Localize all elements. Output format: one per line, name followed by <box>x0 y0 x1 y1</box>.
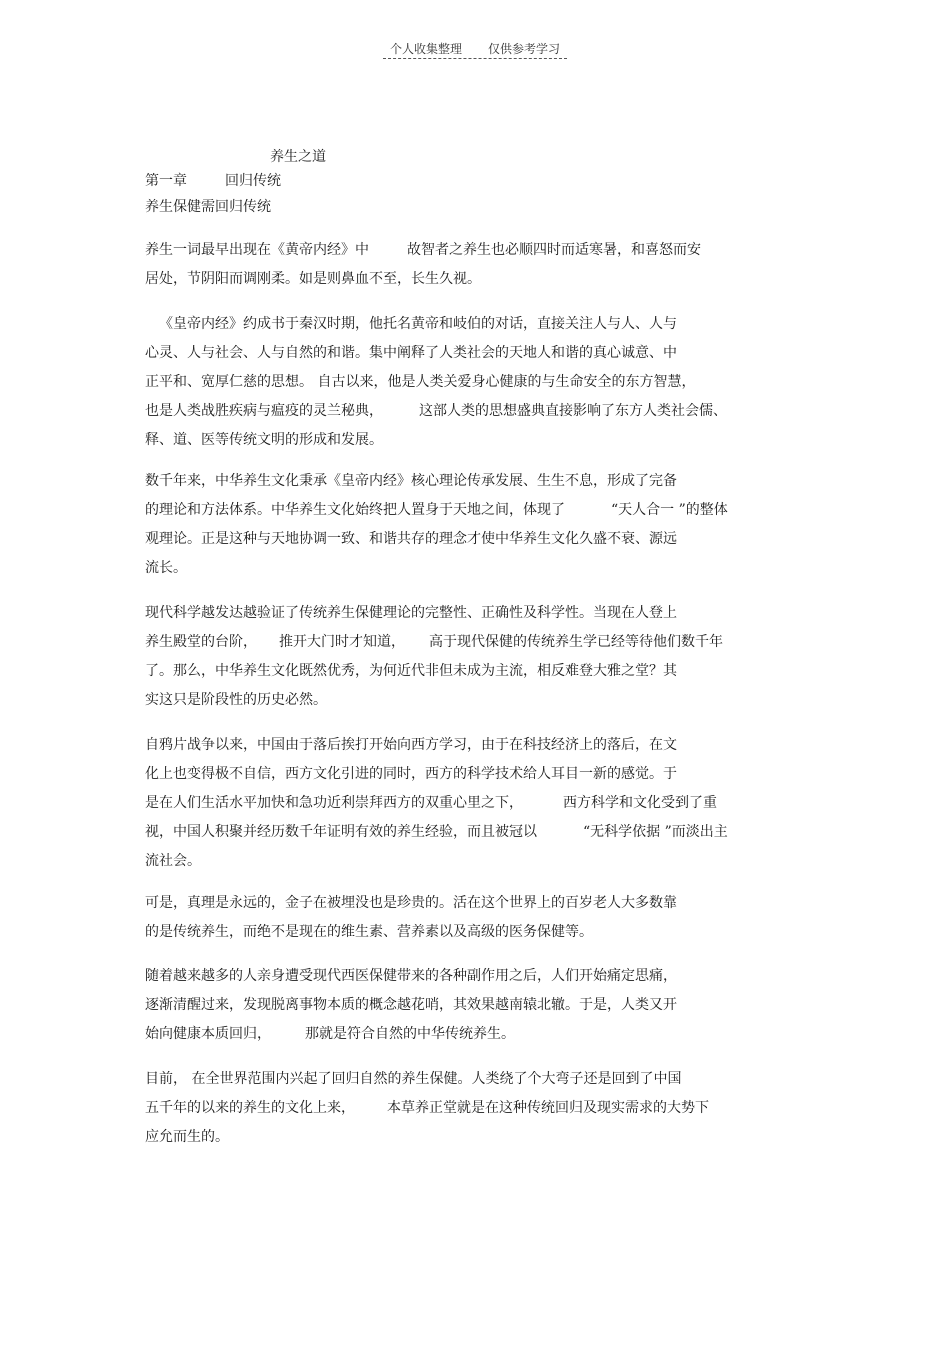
paragraph-line: 逐渐清醒过来，发现脱离事物本质的概念越花哨，其效果越南辕北辙。于是，人类又开 <box>145 997 677 1013</box>
text-segment: 始向健康本质回归， <box>145 1026 271 1042</box>
section-subtitle: 养生保健需回归传统 <box>145 199 271 215</box>
paragraph-2 <box>145 310 727 455</box>
text-segment: 五千年的以来的养生的文化上来， <box>145 1100 355 1116</box>
page-header <box>0 40 950 57</box>
paragraph-line: 流社会。 <box>145 853 201 869</box>
paragraph-line: 可是，真理是永远的，金子在被埋没也是珍贵的。活在这个世界上的百岁老人大多数靠 <box>145 895 677 911</box>
paragraph-8 <box>145 1065 709 1152</box>
paragraph-line: 流长。 <box>145 560 187 576</box>
chapter-label: 第一章 <box>145 173 187 189</box>
text-segment: 推开大门时才知道， <box>279 634 405 650</box>
text-segment: 也是人类战胜疾病与瘟疫的灵兰秘典， <box>145 403 383 419</box>
paragraph-line <box>145 789 728 818</box>
paragraph-line: 实这只是阶段性的历史必然。 <box>145 692 327 708</box>
paragraph-line: 数千年来，中华养生文化秉承《皇帝内经》核心理论传承发展、生生不息，形成了完备 <box>145 473 677 489</box>
text-segment: 的理论和方法体系。中华养生文化始终把人置身于天地之间，体现了 <box>145 502 565 518</box>
paragraph-line: 随着越来越多的人亲身遭受现代西医保健带来的各种副作用之后，人们开始痛定思痛， <box>145 968 677 984</box>
paragraph-line <box>145 628 723 657</box>
text-segment: 养生一词最早出现在《黄帝内经》中 <box>145 242 369 258</box>
chapter-heading <box>145 170 281 190</box>
paragraph-1 <box>145 236 701 294</box>
paragraph-line: 应允而生的。 <box>145 1129 229 1145</box>
header-right-text: 仅供参考学习 <box>488 42 561 56</box>
paragraph-line: 的是传统养生，而绝不是现在的维生素、营养素以及高级的医务保健等。 <box>145 924 593 940</box>
header-dashed-rule <box>383 58 567 59</box>
paragraph-6 <box>145 889 677 947</box>
paragraph-line: 目前， 在全世界范围内兴起了回归自然的养生保健。人类绕了个大弯子还是回到了中国 <box>145 1071 682 1087</box>
paragraph-line: 自鸦片战争以来，中国由于落后挨打开始向西方学习，由于在科技经济上的落后，在文 <box>145 737 677 753</box>
text-segment: 那就是符合自然的中华传统养生。 <box>305 1026 515 1042</box>
text-segment: 本草养正堂就是在这种传统回归及现实需求的大势下 <box>387 1100 709 1116</box>
paragraph-line: 了。那么，中华养生文化既然优秀，为何近代非但未成为主流，相反难登大雅之堂？其 <box>145 663 677 679</box>
paragraph-line: 居处，节阴阳而调刚柔。如是则鼻血不至，长生久视。 <box>145 271 481 287</box>
paragraph-line <box>145 236 701 265</box>
paragraph-line: 正平和、宽厚仁慈的思想。 自古以来，他是人类关爱身心健康的与生命安全的东方智慧， <box>145 374 696 390</box>
paragraph-line: 观理论。正是这种与天地协调一致、和谐共存的理念才使中华养生文化久盛不衰、源远 <box>145 531 677 547</box>
text-segment: 高于现代保健的传统养生学已经等待他们数千年 <box>429 634 723 650</box>
paragraph-line: 心灵、人与社会、人与自然的和谐。集中阐释了人类社会的天地人和谐的真心诚意、中 <box>145 345 677 361</box>
paragraph-line: 释、道、医等传统文明的形成和发展。 <box>145 432 383 448</box>
paragraph-line <box>145 397 727 426</box>
paragraph-line <box>145 1020 677 1049</box>
text-segment: 故智者之养生也必顺四时而适寒暑，和喜怒而安 <box>407 242 701 258</box>
header-left-text: 个人收集整理 <box>389 42 462 56</box>
text-segment: 养生殿堂的台阶， <box>145 634 257 650</box>
paragraph-5 <box>145 731 728 876</box>
paragraph-line: 现代科学越发达越验证了传统养生保健理论的完整性、正确性及科学性。当现在人登上 <box>145 605 677 621</box>
text-segment: 是在人们生活水平加快和急功近利崇拜西方的双重心里之下， <box>145 795 523 811</box>
paragraph-line: 《皇帝内经》约成书于秦汉时期，他托名黄帝和岐伯的对话，直接关注人与人、人与 <box>159 316 677 332</box>
paragraph-3 <box>145 467 728 583</box>
document-title: 养生之道 <box>270 149 326 165</box>
text-segment: 视，中国人积聚并经历数千年证明有效的养生经验，而且被冠以 <box>145 824 537 840</box>
paragraph-line: 化上也变得极不自信，西方文化引进的同时，西方的科学技术给人耳目一新的感觉。于 <box>145 766 677 782</box>
text-segment: 西方科学和文化受到了重 <box>563 795 717 811</box>
paragraph-line <box>145 496 728 525</box>
paragraph-7 <box>145 962 677 1049</box>
text-segment: “天人合一 ”的整体 <box>611 502 728 518</box>
text-segment: “无科学依据 ”而淡出主 <box>583 824 728 840</box>
paragraph-4 <box>145 599 723 715</box>
paragraph-line <box>145 1094 709 1123</box>
chapter-title: 回归传统 <box>225 173 281 189</box>
paragraph-line <box>145 818 728 847</box>
text-segment: 这部人类的思想盛典直接影响了东方人类社会儒、 <box>419 403 727 419</box>
